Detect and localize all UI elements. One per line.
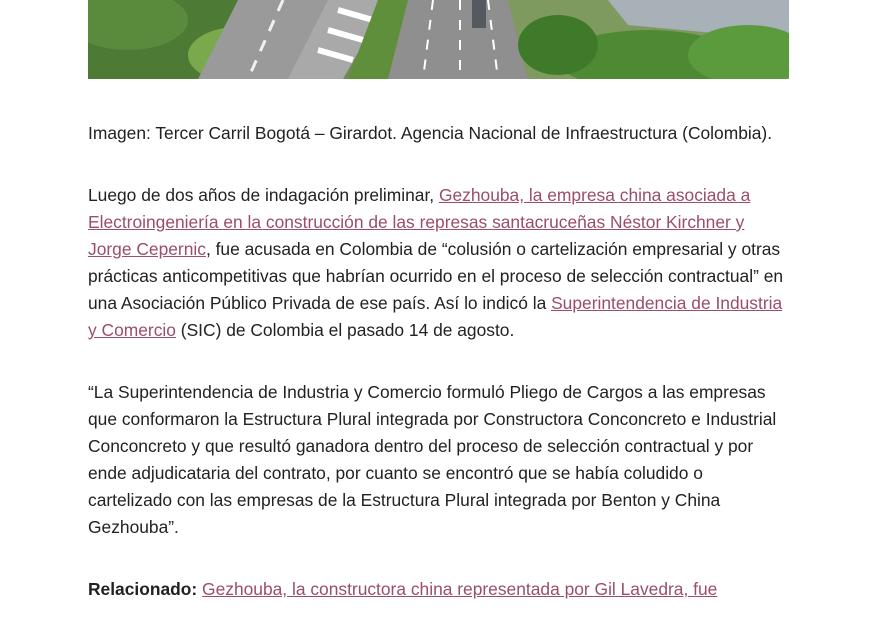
image-caption: Imagen: Tercer Carril Bogotá – Girardot. Agencia Nacional de Infraestructura (Colombia). — [88, 123, 773, 143]
paragraph-intro-text-middle: , fue acusada en Colombia de “colusión o cartelización empresarial y otras prácticas anticompetitivas que habrían ocurrido en el proceso de selección contractual” en una Asociación Público Privada de ese país. Así lo indicó la — [88, 239, 784, 313]
article-body — [88, 120, 788, 638]
sic-link[interactable]: Superintendencia de Industria y Comercio — [88, 293, 783, 340]
related-article-link[interactable]: Gezhouba, la constructora china representada por Gil Lavedra, fue — [202, 579, 718, 599]
paragraph-intro-text-before: Luego de dos años de indagación preliminar, — [88, 185, 439, 205]
highway-photo — [88, 0, 789, 79]
paragraph-quote: “La Superintendencia de Industria y Comercio formuló Pliego de Cargos a las empresas que conformaron la Estructura Plural integrada por Constructora Conconcreto e Industrial Conconcreto y que resultó ganadora dentro del proceso de selección contractual y por ende adjudicataria del contrato, por cuanto se encontró que se había coludido o cartelizado con las empresas de la Estructura Plural integrada por Benton y China Gezhouba”. — [88, 382, 777, 537]
related-label: Relacionado: — [88, 579, 198, 599]
paragraph-intro — [88, 182, 788, 344]
gezhouba-article-link[interactable]: Gezhouba, la empresa china asociada a Electroingeniería en la construcción de las represas santacruceñas Néstor Kirchner y Jorge Cepernic — [88, 185, 751, 259]
paragraph-intro-text-after: (SIC) de Colombia el pasado 14 de agosto. — [175, 320, 515, 340]
related-line — [88, 576, 788, 603]
highway-image — [88, 0, 789, 79]
